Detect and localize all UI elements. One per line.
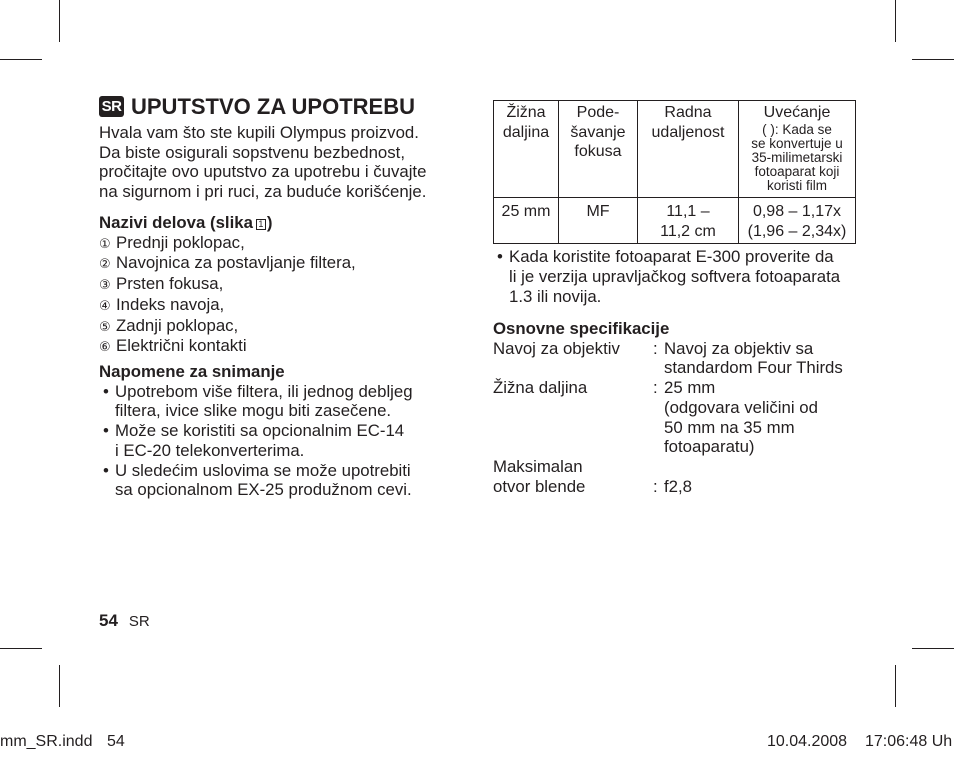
crop-mark — [0, 648, 42, 649]
crop-mark — [59, 0, 60, 42]
parts-heading-close: ) — [266, 213, 273, 232]
crop-mark — [912, 59, 954, 60]
cell-line: 11,1 – — [666, 203, 710, 220]
parts-heading-text: Nazivi delova (slika — [99, 213, 253, 232]
bullet-line: • Kada koristite fotoaparat E-300 proverite da — [509, 247, 834, 266]
part-number: ② — [99, 256, 111, 272]
page-title: UPUTSTVO ZA UPOTREBU — [131, 93, 415, 119]
page-number-value: 54 — [99, 611, 118, 630]
crop-mark — [0, 59, 42, 60]
header-line: udaljenost — [651, 123, 725, 141]
notes-list — [99, 362, 413, 500]
specs-heading: Osnovne specifikacije — [493, 319, 670, 338]
bullet-item — [99, 421, 413, 460]
spec-row — [493, 378, 843, 457]
spec-value-line: 50 mm na 35 mm — [664, 417, 795, 437]
cell-line: 11,2 cm — [660, 222, 716, 240]
bullet-line: sa opcionalnom EX-25 produžnom cevi. — [115, 480, 412, 500]
table-header-cell — [638, 101, 739, 198]
table-cell — [638, 198, 739, 244]
part-number: ① — [99, 235, 111, 251]
bullet-line: filtera, ivice slike mogu biti zasečene. — [115, 401, 392, 421]
bullet-line: 1.3 ili novija. — [509, 287, 602, 306]
header-line: Pode- — [576, 104, 620, 121]
language-badge: SR — [99, 96, 124, 117]
spec-separator: : — [653, 378, 658, 398]
intro-line: na sigurnom i pri ruci, za buduće korišćenje. — [99, 181, 427, 201]
section-title — [99, 93, 415, 119]
part-number: ⑥ — [99, 339, 111, 355]
spec-value-line: standardom Four Thirds — [664, 358, 843, 378]
list-item — [99, 336, 356, 357]
part-label: Navojnica za postavljanje filtera, — [116, 253, 356, 273]
header-line: daljina — [502, 123, 550, 141]
notes-heading: Napomene za snimanje — [99, 362, 285, 381]
spec-value-line: Navoj za objektiv sa — [664, 338, 814, 358]
firmware-note — [493, 247, 840, 307]
table-cell — [559, 198, 638, 244]
bullet-line: i EC-20 telekonverterima. — [115, 440, 305, 460]
parts-heading — [99, 213, 356, 233]
spec-value-line: fotoaparatu) — [664, 437, 755, 457]
part-number: ⑤ — [99, 318, 111, 334]
table-header-cell — [739, 101, 856, 198]
bullet-item — [99, 382, 413, 421]
bullet-line: • U sledećim uslovima se može upotrebiti — [115, 460, 411, 480]
footnote-line: ( ): Kada se — [762, 121, 832, 137]
bullet-item — [99, 461, 413, 500]
basic-specifications — [493, 319, 843, 496]
bullet-line: • Upotrebom više filtera, ili jednog debljeg — [115, 381, 413, 401]
list-item — [99, 233, 356, 254]
table-cell — [494, 198, 559, 244]
spec-label — [493, 339, 653, 378]
spec-value-line: f2,8 — [664, 476, 692, 496]
cell-line: MF — [586, 203, 610, 220]
part-label: Zadnji poklopac, — [116, 315, 239, 335]
crop-mark — [895, 665, 896, 707]
spec-label-line: otvor blende — [493, 476, 586, 496]
spec-separator: : — [653, 476, 658, 496]
part-number: ④ — [99, 297, 111, 313]
crop-mark — [59, 665, 60, 707]
header-line: šavanje — [570, 123, 626, 141]
spec-label — [493, 378, 653, 457]
spec-label-line: Žižna daljina — [493, 378, 588, 398]
lens-spec-table — [493, 100, 856, 244]
table-cell — [739, 198, 856, 244]
spec-label-line: Maksimalan — [493, 456, 583, 476]
cell-line: 0,98 – 1,17x — [752, 203, 842, 220]
spec-row — [493, 339, 843, 378]
list-item — [99, 274, 356, 295]
spec-value — [664, 477, 843, 497]
cell-line: (1,96 – 2,34x) — [747, 222, 847, 240]
header-footnote — [739, 123, 855, 193]
parts-list — [99, 213, 356, 357]
spec-value-line: 25 mm — [664, 378, 716, 398]
intro-line: Da biste osigurali sopstvenu bezbednost, — [99, 142, 405, 162]
page-number — [99, 611, 150, 631]
slug-page: 54 — [107, 733, 125, 750]
spec-separator: : — [653, 338, 658, 358]
footnote-line: koristi film — [767, 177, 827, 193]
list-item — [99, 295, 356, 316]
header-line: Radna — [664, 104, 712, 121]
header-line: Uvećanje — [763, 104, 831, 121]
page-language: SR — [128, 613, 150, 630]
intro-line: pročitajte ovo uputstvo za upotrebu i čuvajte — [99, 162, 427, 181]
spec-label — [493, 457, 653, 496]
intro-line: Hvala vam što ste kupili Olympus proizvod. — [99, 123, 419, 142]
slug-date: 10.04.2008 — [767, 733, 848, 750]
part-label: Prednji poklopac, — [116, 232, 245, 252]
cell-line: 25 mm — [501, 203, 551, 220]
slug-file-name: mm_SR.indd — [0, 733, 93, 750]
spec-label-line: Navoj za objektiv — [493, 338, 620, 358]
footnote-line: fotoaparat koji — [754, 163, 840, 179]
crop-mark — [912, 648, 954, 649]
bullet-line: • Može se koristiti sa opcionalnim EC-14 — [115, 421, 405, 441]
bullet-item — [493, 247, 840, 307]
list-item — [99, 316, 356, 337]
crop-mark — [895, 0, 896, 42]
spec-value-line: (odgovara veličini od — [664, 397, 818, 417]
part-label: Električni kontakti — [116, 336, 247, 356]
part-number: ③ — [99, 277, 111, 293]
slug-time: 17:06:48 Uh — [865, 733, 953, 750]
header-line: Žižna — [506, 104, 546, 121]
bullet-line: li je verzija upravljačkog softvera fotoaparata — [509, 267, 841, 286]
footnote-line: se konvertuje u — [751, 135, 843, 151]
header-line: fokusa — [574, 143, 622, 160]
spec-value — [664, 378, 843, 457]
figure-ref-box: 1 — [256, 219, 266, 230]
part-label: Prsten fokusa, — [116, 274, 224, 294]
intro-paragraph — [99, 123, 426, 201]
spec-value — [664, 339, 843, 378]
spec-row — [493, 457, 843, 496]
footnote-line: 35-milimetarski — [751, 149, 843, 165]
table-header-cell — [494, 101, 559, 198]
table-header-cell — [559, 101, 638, 198]
list-item — [99, 253, 356, 274]
part-label: Indeks navoja, — [116, 294, 225, 314]
